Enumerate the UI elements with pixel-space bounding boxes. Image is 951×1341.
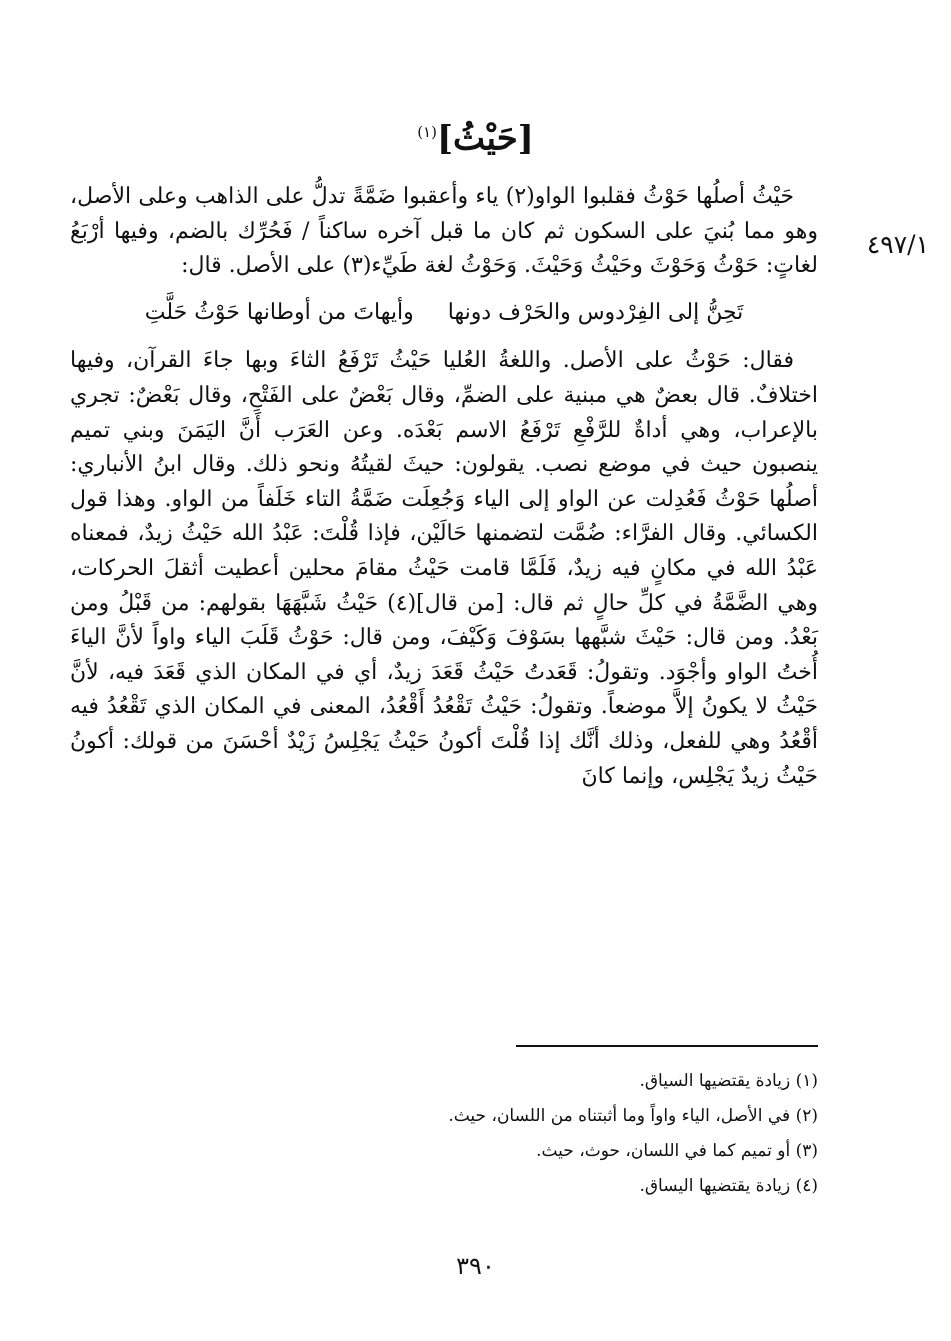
footnotes: [90, 1064, 818, 1204]
footnote-4: (٤) زيادة يقتضيها اليساق.: [639, 1176, 818, 1196]
paragraph-1: حَيْثُ أصلُها حَوْثُ فقلبوا الواو(٢) ياء وأعقبوا ضَمَّةً تدلُّ على الذاهب وعلى الأصل، وهو مما بُنيَ على السكون ثم كان ما قبل آخره ساكناً / فَحُرِّك بالضم، وفيها أرْبَعُ لغاتٍ: حَوْثُ وَحَوْثَ وحَيْثُ وَحَيْثَ. وَحَوْثُ لغة طَيِّء(٣) على الأصل. قال:: [70, 184, 818, 279]
poetry-verse: [70, 296, 818, 331]
verse-first-hemistich: تَحِنُّ إلى الفِرْدوس والحَرْف دونها: [447, 299, 744, 325]
margin-volume-page-ref: ٤٩٧/١: [866, 230, 929, 259]
footnote-2: (٢) في الأصل، الياء واواً وما أثبتناه من اللسان، حيث.: [448, 1106, 818, 1126]
entry-heading-footnote-ref: (١): [417, 123, 437, 141]
footnote-1: (١) زيادة يقتضيها السياق.: [639, 1071, 818, 1091]
paragraph-2: فقال: حَوْثُ على الأصل. واللغةُ العُليا حَيْثُ تَرْفَعُ الثاءَ وبها جاءَ القرآن، وفيها اختلافٌ. قال بعضٌ هي مبنية على الضمِّ، وقال بَعْضٌ على الفَتْحِ، وقال بَعْضٌ: تجري بالإعراب، وهي أداةٌ للرَّفْعِ تَرْفَعُ الاسم بَعْدَه. وعن العَرَب أَنَّ اليَمَنَ وبني تميم ينصبون حيث في موضع نصب. يقولون: حيثَ لقيتُهُ ونحو ذلك. وقال ابنُ الأنباري: أصلُها حَوْثُ فَعُدِلت عن الواو إلى الياء وَجُعِلَت ضَمَّةُ التاء خَلَفاً من الواو. وهذا قول الكسائي. وقال الفرَّاء: ضُمَّت لتضمنها حَالَيْن، فإذا قُلْتَ: عَبْدُ الله حَيْثُ زيدٌ، فمعناه عَبْدُ الله في مكانٍ فيه زيدٌ، فَلَمَّا قامت حَيْثُ مقامَ محلين أعطيت أثقلَ الحركات، وهي الضَّمَّةُ في كلِّ حالٍ ثم قال: [من قال](٤) حَيْثُ شَبَّهَهَا بقولهم: من قَبْلُ ومن بَعْدُ. ومن قال: حَيْثَ شبَّهها بسَوْفَ وَكَيْفَ، ومن قال: حَوْثُ قَلَبَ الياء واواً لأنَّ الياءَ أُختُ الواو وأجْوَد. وتقولُ: قَعَدتُ حَيْثُ قَعَدَ زيدٌ، أي في المكان الذي قَعَدَ فيه، لأنَّ حَيْثُ لا يكونُ إلاَّ موضعاً. وتقولُ: حَيْثُ تَقْعُدُ أَقْعُدُ، المعنى في المكان الذي تَقْعُدُ فيه أقْعُدُ وهي للفعل، وذلك أنَّك إذا قُلْتَ أكونُ حَيْثُ يَجْلِسُ زَيْدٌ أحْسَنَ من قولك: أكونُ حَيْثُ زيدٌ يَجْلِس، وإنما كانَ: [70, 348, 818, 789]
entry-heading-word: [حَيْثُ]: [436, 118, 534, 159]
verse-second-hemistich: وأيهاتَ من أوطانها حَوْثُ حَلَّتِ: [144, 299, 414, 325]
main-text: [70, 180, 818, 794]
page-number: ٣٩٠: [456, 1252, 495, 1280]
footnote-3: (٣) أو تميم كما في اللسان، حوث، حيث.: [536, 1141, 818, 1161]
entry-heading: [0, 112, 951, 158]
footnote-separator: [516, 1045, 818, 1047]
